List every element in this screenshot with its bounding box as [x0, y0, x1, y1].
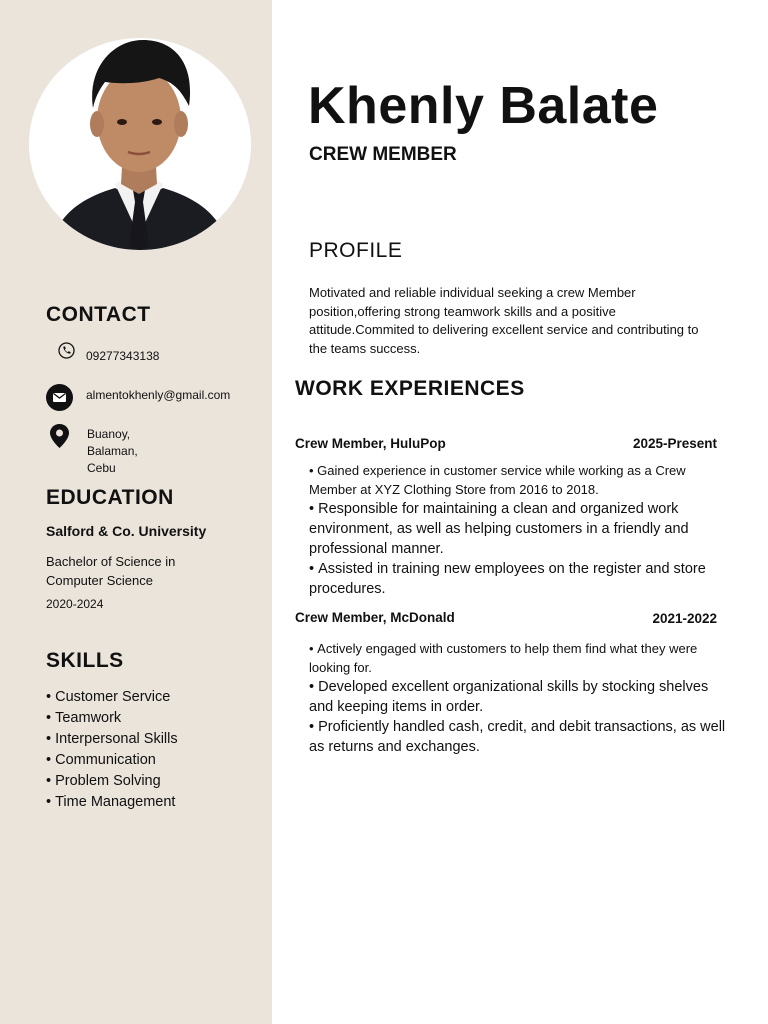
sidebar — [0, 0, 272, 1024]
person-portrait-icon — [29, 38, 251, 250]
skill-item: • Interpersonal Skills — [46, 729, 178, 750]
address-text: Buanoy, Balaman, Cebu — [87, 427, 138, 475]
phone-number[interactable]: 09277343138 — [86, 349, 160, 363]
education-degree: Bachelor of Science in Computer Science — [46, 554, 176, 588]
job-dates: 2025-Present — [632, 436, 717, 451]
skill-item: • Teamwork — [46, 708, 178, 729]
job-title: Crew Member, McDonald — [295, 610, 455, 625]
education-school: Salford & Co. University — [46, 523, 207, 539]
phone-icon — [58, 342, 75, 364]
profile-heading: PROFILE — [309, 239, 403, 262]
education-years: 2020-2024 — [46, 597, 104, 611]
job-bullet: • Assisted in training new employees on the register and store procedures. — [309, 559, 734, 599]
job-bullets — [309, 462, 734, 599]
job-bullet: • Developed excellent organizational skills by stocking shelves and keeping items in order. — [309, 677, 734, 717]
skill-item: • Customer Service — [46, 687, 178, 708]
email-address[interactable]: almentokhenly@gmail.com — [86, 388, 231, 402]
profile-photo — [29, 38, 251, 250]
candidate-role: CREW MEMBER — [309, 144, 457, 165]
job-bullet: • Actively engaged with customers to help them find what they were looking for. — [309, 640, 734, 677]
envelope-icon — [46, 384, 73, 416]
skill-item: • Communication — [46, 750, 178, 771]
skills-list — [46, 687, 178, 813]
skill-item: • Problem Solving — [46, 771, 178, 792]
job-dates: 2021-2022 — [652, 611, 717, 626]
job-bullets — [309, 640, 734, 757]
profile-summary: Motivated and reliable individual seeking a crew Member position,offering strong teamwork skills and a positive attitude.Commited to delivering excellent service and contributing to the teams success. — [309, 285, 699, 356]
job-bullet: • Gained experience in customer service while working as a Crew Member at XYZ Clothing Store from 2016 to 2018. — [309, 462, 734, 499]
job-bullet: • Responsible for maintaining a clean and organized work environment, as well as helping customers in a friendly and professional manner. — [309, 499, 734, 559]
work-experience-heading: WORK EXPERIENCES — [295, 377, 525, 400]
job-bullet: • Proficiently handled cash, credit, and debit transactions, as well as returns and exchanges. — [309, 717, 734, 757]
skills-heading: SKILLS — [46, 649, 124, 672]
candidate-name: Khenly Balate — [308, 77, 659, 135]
location-pin-icon — [49, 423, 70, 454]
skill-item: • Time Management — [46, 792, 178, 813]
job-title: Crew Member, HuluPop — [295, 436, 446, 451]
contact-heading: CONTACT — [46, 303, 151, 326]
education-heading: EDUCATION — [46, 486, 174, 509]
